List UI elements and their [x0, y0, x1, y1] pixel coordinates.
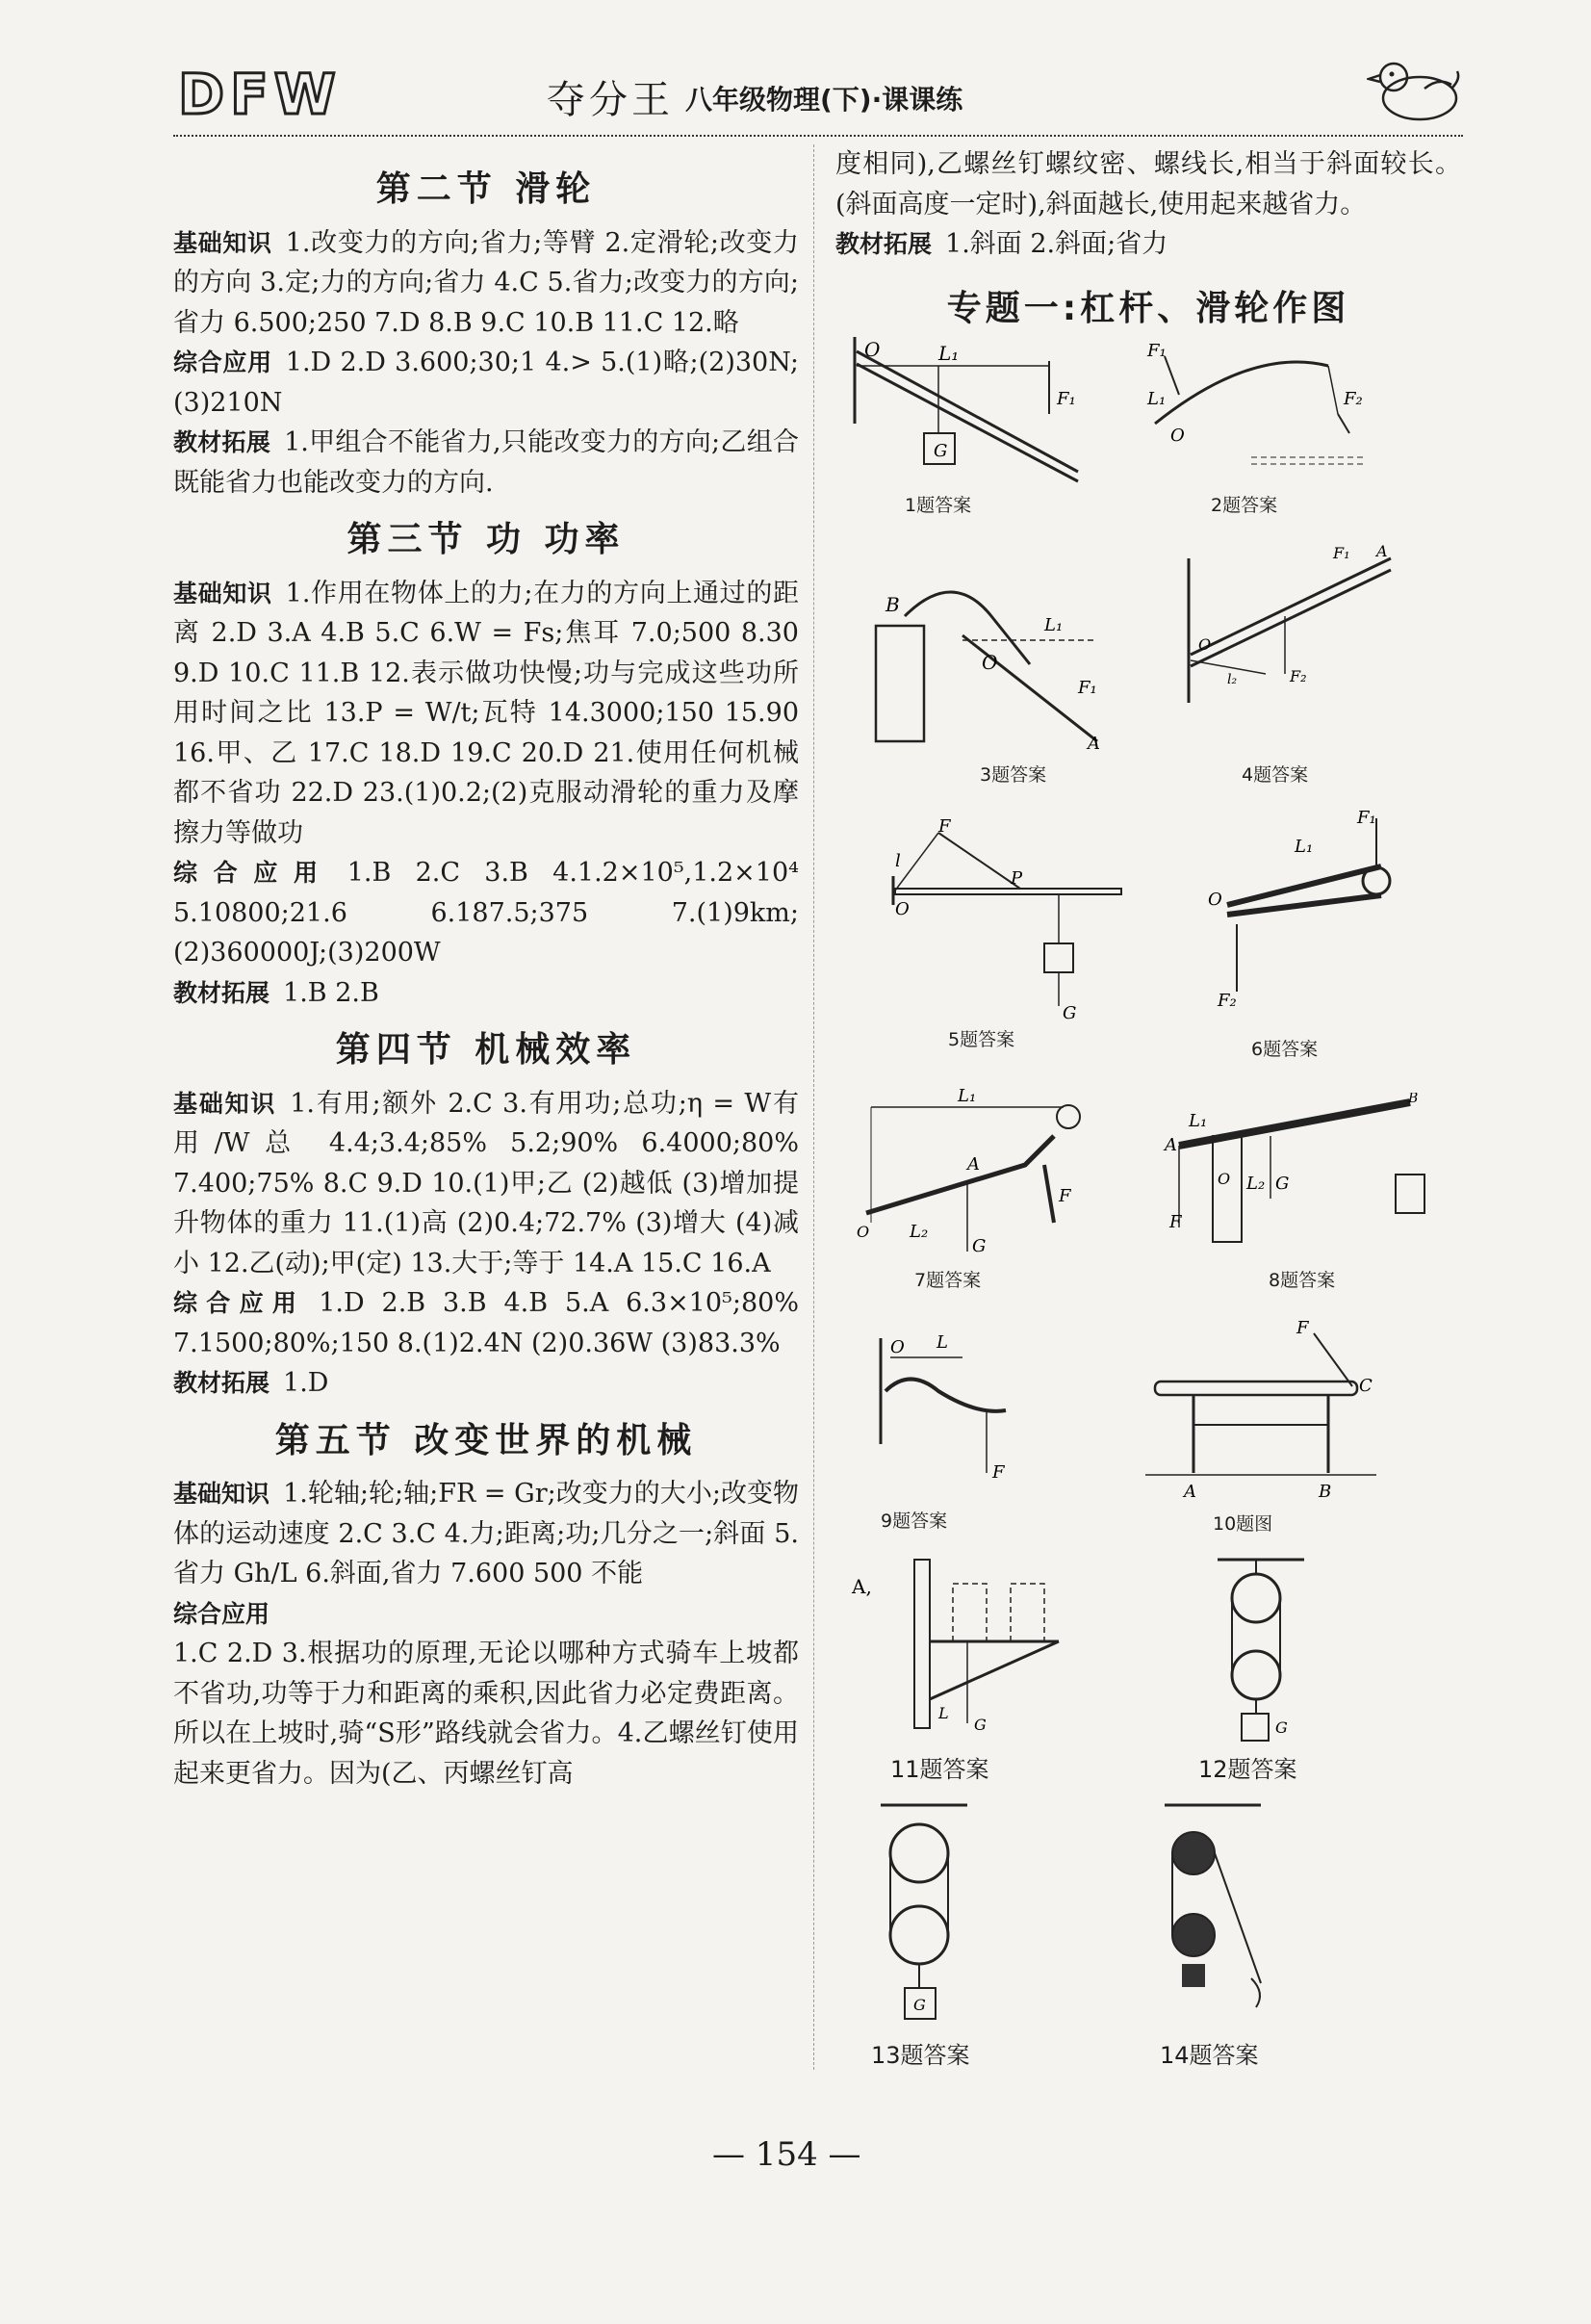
fig8-label-G: G [1275, 1174, 1290, 1194]
s2-applied [173, 343, 799, 423]
fig9-label-O: O [890, 1337, 905, 1357]
fig3-label-B: B [885, 593, 900, 616]
s2-basic-text: 1.改变力的方向;省力;等臂 2.定滑轮;改变力的方向 3.定;力的方向;省力 4.C 5.省力;改变力的方向;省力 6.500;250 7.D 8.B 9.C 10.B 11.C 12.略 [173, 227, 799, 338]
fig7-label-O: O [857, 1223, 870, 1241]
fig6-label-F2: F₂ [1218, 991, 1237, 1011]
figure-13-pulley-system [871, 1800, 977, 2027]
fig11-label-L: L [938, 1704, 949, 1722]
fig11-label-G: G [974, 1716, 987, 1734]
s3-applied-label: 综合应用 [173, 859, 334, 887]
s3-basic-text: 1.作用在物体上的力;在力的方向上通过的距离 2.D 3.A 4.B 5.C 6.W = Fs;焦耳 7.0;500 8.30 9.D 10.C 11.B 12.表示做功快慢;功与完成这些功所用时间之比 13.P = W/t;瓦特 14.3000;150 15.90 16.甲、乙 17.C 18.D 19.C 20.D 21.使用任何机械都不省功 22.D 23.(1)0.2;(2)克服动滑轮的重力及摩擦力等做功 [173, 578, 799, 848]
fig4-label-F2: F₂ [1290, 667, 1307, 685]
s4-extension-label: 教材拓展 [173, 1369, 270, 1397]
s5-extension-label: 教材拓展 [835, 230, 933, 258]
fig7-label-L1: L₁ [958, 1086, 977, 1106]
caption-9: 9题答案 [881, 1511, 948, 1532]
s4-applied-text: 1.D 2.B 3.B 4.B 5.A 6.3×10⁵;80% 7.1500;80%;150 8.(1)2.4N (2)0.36W (3)83.3% [173, 1288, 799, 1358]
fig8-label-L2: L₂ [1246, 1174, 1266, 1194]
s3-extension [173, 973, 799, 1014]
book-subtitle: 八年级物理(下)·课课练 [685, 84, 963, 116]
fig7-label-L2: L₂ [910, 1222, 929, 1242]
fig2-label-F2: F₂ [1344, 389, 1363, 409]
s5-applied-text: 1.C 2.D 3.根据功的原理,无论以哪种方式骑车上坡都不省功,功等于力和距离的乘积,因此省力必定费距离。所以在上坡时,骑“S形”路线就会省力。4.乙螺丝钉使用起来更省力。因为(乙、丙螺丝钉高 [173, 1639, 799, 1789]
s3-extension-text: 1.B 2.B [283, 977, 379, 1008]
fig6-label-F1: F₁ [1357, 809, 1376, 828]
s4-extension [173, 1363, 799, 1404]
column-divider [813, 144, 814, 2070]
fig3-label-L1: L₁ [1044, 615, 1064, 635]
caption-7: 7题答案 [914, 1270, 982, 1291]
fig13-label-G: G [913, 1996, 926, 2014]
s4-basic-text: 1.有用;额外 2.C 3.有用功;总功;η = W有用/W总 4.4;3.4;85% 5.2;90% 6.4000;80% 7.400;75% 8.C 9.D 10.(1)甲;乙 (2)越低 (3)增加提升物体的重力 11.(1)高 (2)0.4;72.7% (3)增大 (4)减小 12.乙(动);甲(定) 13.大于;等于 14.A 15.C 16.A [173, 1088, 799, 1278]
s5-basic-text: 1.轮轴;轮;轴;FR = Gr;改变力的大小;改变物体的运动速度 2.C 3.C 4.力;距离;功;几分之一;斜面 5.省力 Gh/L 6.斜面,省力 7.600 500 不能 [173, 1479, 799, 1588]
s2-basic-label: 基础知识 [173, 228, 272, 257]
fig10-label-B: B [1319, 1482, 1332, 1502]
fig8-label-F: F [1169, 1212, 1182, 1232]
s5-basic-label: 基础知识 [173, 1480, 270, 1508]
fig2-label-O: O [1170, 426, 1185, 446]
fig8-label-L1: L₁ [1189, 1111, 1208, 1131]
caption-3: 3题答案 [980, 764, 1047, 786]
fig11-label-A: A, [852, 1575, 872, 1598]
figure-4-wall-lever [1179, 539, 1429, 703]
s3-extension-label: 教材拓展 [173, 978, 270, 1007]
section-title-4: 第四节 机械效率 [335, 1030, 637, 1070]
fig3-label-O: O [982, 651, 998, 674]
fig4-label-O: O [1198, 635, 1212, 654]
caption-10: 10题图 [1213, 1513, 1273, 1535]
s5-basic [173, 1474, 799, 1594]
fig5-label-G: G [1063, 1003, 1077, 1020]
s2-extension-label: 教材拓展 [173, 428, 271, 456]
s3-basic [173, 574, 799, 854]
caption-8: 8题答案 [1269, 1270, 1336, 1291]
fig7-label-F: F [1059, 1186, 1071, 1206]
figure-5-lever-weight [885, 818, 1126, 1020]
left-column [173, 164, 799, 1794]
book-title: 夺分王 [547, 78, 674, 122]
s4-extension-text: 1.D [283, 1368, 329, 1398]
section-title-2: 第二节 滑轮 [375, 169, 597, 209]
fig7-label-G: G [972, 1236, 987, 1256]
figure-2-fishing-rod [1136, 337, 1386, 481]
fig7-label-A: A [967, 1154, 980, 1175]
s4-basic [173, 1084, 799, 1284]
fig5-label-O: O [895, 899, 910, 919]
fig9-label-F: F [992, 1462, 1005, 1483]
s5-extension-text: 1.斜面 2.斜面;省力 [945, 229, 1168, 259]
figure-6-nail-clipper [1198, 809, 1420, 1011]
fig8-label-O: O [1218, 1170, 1231, 1188]
s4-basic-label: 基础知识 [173, 1089, 277, 1118]
page-number: — 154 — [712, 2135, 861, 2174]
figure-8-plank-lever [1160, 1093, 1429, 1256]
s5-applied-label-line [173, 1594, 799, 1635]
s2-basic [173, 223, 799, 344]
section-title-3: 第三节 功 功率 [346, 520, 626, 559]
caption-13: 13题答案 [871, 2042, 970, 2069]
figure-14-pulley-hand [1155, 1800, 1280, 2012]
fig1-label-F1: F₁ [1057, 389, 1076, 409]
fig3-label-F1: F₁ [1078, 678, 1097, 698]
caption-14: 14题答案 [1160, 2042, 1259, 2069]
fig12-label-G: G [1275, 1718, 1288, 1737]
bird-icon [1367, 50, 1463, 131]
s4-applied [173, 1283, 799, 1363]
caption-4: 4题答案 [1242, 764, 1309, 786]
logo: DFW [178, 62, 342, 127]
s4-applied-label: 综合应用 [173, 1289, 306, 1317]
s2-extension [173, 423, 799, 503]
fig4-label-F1: F₁ [1333, 544, 1350, 562]
figure-11-shelf-bracket [847, 1555, 1068, 1738]
s3-applied-text: 1.B 2.C 3.B 4.1.2×10⁵,1.2×10⁴ 5.10800;21.6 6.187.5;375 7.(1)9km;(2)360000J;(3)200W [173, 858, 799, 968]
fig2-label-F1: F₁ [1147, 341, 1167, 361]
fig2-label-L1: L₁ [1147, 389, 1167, 409]
fig1-label-L1: L₁ [938, 342, 960, 365]
fig9-label-L: L [937, 1332, 948, 1353]
fig10-label-F: F [1296, 1319, 1309, 1338]
s2-applied-label: 综合应用 [173, 349, 272, 376]
fig8-label-A: A [1165, 1135, 1177, 1155]
s2-applied-text: 1.D 2.D 3.600;30;1 4.> 5.(1)略;(2)30N;(3)210N [173, 348, 799, 418]
s2-extension-text: 1.甲组合不能省力,只能改变力的方向;乙组合既能省力也能改变力的方向. [173, 427, 799, 498]
figure-10-table [1145, 1319, 1386, 1507]
figure-1-lever-wall [847, 337, 1097, 491]
fig5-label-F: F [938, 818, 951, 837]
fig4-label-l2: l₂ [1227, 672, 1238, 687]
caption-11: 11题答案 [890, 1756, 989, 1783]
right-column-text [835, 144, 1461, 265]
s5-extension [835, 224, 1461, 265]
caption-2: 2题答案 [1211, 495, 1278, 516]
fig1-label-O: O [864, 338, 881, 361]
fig3-label-A: A [1088, 734, 1100, 751]
figure-12-pulley-system [1198, 1555, 1323, 1747]
caption-12: 12题答案 [1198, 1756, 1297, 1783]
fig6-label-L1: L₁ [1295, 837, 1314, 857]
s3-applied [173, 853, 799, 973]
fig5-label-l: l [895, 851, 901, 871]
fig8-label-B: B [1408, 1093, 1419, 1106]
fig5-label-P: P [1011, 868, 1023, 889]
figure-9-lever-handle [871, 1319, 1044, 1487]
header-rule [173, 135, 1463, 137]
caption-1: 1题答案 [905, 495, 972, 516]
fig4-label-A: A [1376, 542, 1388, 560]
section-title-5: 第五节 改变世界的机械 [274, 1420, 698, 1460]
caption-5: 5题答案 [948, 1029, 1015, 1050]
figure-7-pushup [852, 1078, 1102, 1256]
s5-continued-text: 度相同),乙螺丝钉螺纹密、螺线长,相当于斜面较长。(斜面高度一定时),斜面越长,使用起来越省力。 [835, 149, 1461, 219]
fig10-label-C: C [1359, 1376, 1373, 1396]
fig6-label-O: O [1208, 890, 1222, 910]
fig10-label-A: A [1184, 1482, 1196, 1502]
figure-3-pump-lever [866, 568, 1116, 751]
fig1-label-G: G [934, 441, 948, 461]
caption-6: 6题答案 [1251, 1039, 1319, 1060]
s5-applied-label: 综合应用 [173, 1599, 270, 1628]
s3-basic-label: 基础知识 [173, 579, 272, 607]
topic-title: 专题一:杠杆、滑轮作图 [946, 289, 1350, 328]
